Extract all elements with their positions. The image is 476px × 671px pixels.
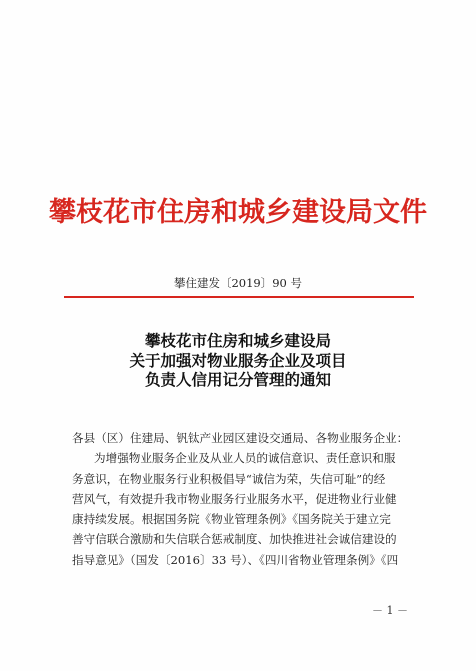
- notice-title: [0, 331, 476, 390]
- body-line: 康持续发展。根据国务院《物业管理条例》《国务院关于建立完: [72, 512, 391, 527]
- notice-body: [72, 428, 412, 570]
- body-line: 营风气，有效提升我市物业服务行业服务水平，促进物业行业健: [72, 491, 397, 506]
- notice-title-line: 关于加强对物业服务企业及项目: [129, 350, 347, 370]
- notice-title-line: 负责人信用记分管理的通知: [144, 370, 331, 389]
- body-line: 为增强物业服务企业及从业人员的诚信意识、责任意识和服: [94, 451, 396, 466]
- red-separator-line: [64, 296, 414, 298]
- body-line: 善守信联合激励和失信联合惩戒制度、加快推进社会诚信建设的: [72, 532, 397, 547]
- document-header-title: 攀枝花市住房和城乡建设局文件: [49, 197, 427, 228]
- salutation-line: 各县（区）住建局、钒钛产业园区建设交通局、各物业服务企业：: [72, 431, 409, 445]
- body-line: 务意识，在物业服务行业积极倡导“诚信为荣，失信可耻”的经: [72, 471, 386, 486]
- body-line: 指导意见》（国发〔2016〕33 号）、《四川省物业管理条例》《四: [72, 552, 399, 567]
- notice-title-line: 攀枝花市住房和城乡建设局: [144, 331, 331, 350]
- page-number: － 1 －: [372, 604, 408, 617]
- document-number: 攀住建发〔2019〕90 号: [173, 276, 303, 290]
